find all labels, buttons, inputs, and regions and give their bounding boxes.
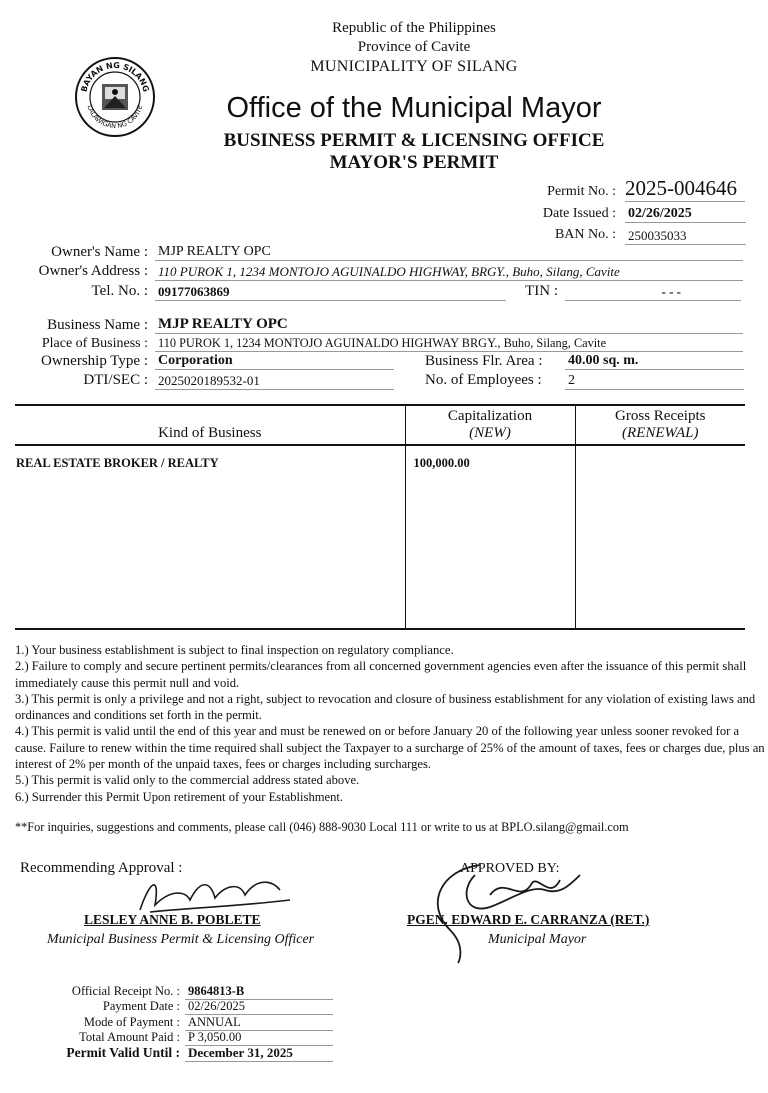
total-amount-label: Total Amount Paid : [79, 1030, 180, 1044]
header-province: Province of Cavite [357, 39, 471, 55]
table-row [15, 445, 745, 629]
mode-of-payment-label: Mode of Payment : [83, 1015, 180, 1029]
valid-until: December 31, 2025 [185, 1045, 333, 1062]
total-amount: P 3,050.00 [185, 1030, 333, 1046]
tin: - - - [565, 284, 741, 301]
floor-area: 40.00 sq. m. [565, 353, 744, 370]
document-title: MAYOR'S PERMIT [329, 152, 499, 173]
employees: 2 [565, 373, 744, 390]
official-receipt-no: 9864813-B [185, 984, 333, 1000]
office-title: Office of the Municipal Mayor [226, 92, 602, 124]
ban-no-label: BAN No. : [554, 227, 616, 242]
capitalization-cell: 100,000.00 [413, 456, 470, 470]
owner-address-label: Owner's Address : [38, 263, 148, 279]
permit-no: 2025-004646 [625, 176, 745, 202]
owner-address: 110 PUROK 1, 1234 MONTOJO AGUINALDO HIGHWAY, BRGY., Buho, Silang, Cavite [155, 264, 743, 281]
term-item: 4.) This permit is valid until the end of this year and must be renewed on or before January 20 of the following year unless sooner revoked for a cause. Failure to renew within the time required shall subject the Taxpayer to a surcharge of 25% of the amount of taxes, fees or charges due, plus an interest of 2% per month of the unpaid taxes, fees or charges including surcharges. [15, 724, 765, 772]
gross-receipts-cell [576, 446, 746, 456]
term-item: 1.) Your business establishment is subject to final inspection on regulatory compliance. [15, 643, 454, 657]
header-municipality: MUNICIPALITY OF SILANG [310, 58, 518, 75]
date-issued: 02/26/2025 [625, 206, 746, 223]
tel-no-label: Tel. No. : [91, 283, 148, 299]
term-item: 3.) This permit is only a privilege and not a right, subject to revocation and closure of business establishment for any violation of existing laws and ordinances and conditions set forth in the permit. [15, 691, 756, 723]
ownership-type: Corporation [155, 353, 394, 370]
svg-text:BAYAN NG SILANG: BAYAN NG SILANG [79, 60, 151, 93]
dti-sec-label: DTI/SEC : [83, 372, 148, 388]
recommending-approval-label: Recommending Approval : [20, 860, 183, 876]
tel-no: 09177063869 [155, 284, 506, 301]
floor-area-label: Business Flr. Area : [425, 353, 543, 369]
mode-of-payment: ANNUAL [185, 1015, 333, 1031]
tin-label: TIN : [525, 283, 558, 299]
recommending-officer-name: LESLEY ANNE B. POBLETE [84, 912, 261, 927]
permit-no-label: Permit No. : [547, 184, 616, 199]
terms-and-conditions [15, 642, 767, 805]
term-item: 5.) This permit is valid only to the commercial address stated above. [15, 773, 360, 788]
recommending-officer-title: Municipal Business Permit & Licensing Officer [47, 932, 315, 947]
valid-until-label: Permit Valid Until : [66, 1045, 180, 1060]
gross-receipts-header: Gross Receipts (RENEWAL) [575, 405, 745, 445]
inquiry-note: **For inquiries, suggestions and comments, please call (046) 888-9030 Local 111 or write to us at BPLO.silang@gmail.com [15, 820, 629, 834]
date-issued-label: Date Issued : [542, 206, 616, 221]
kind-of-business-cell: REAL ESTATE BROKER / REALTY [16, 456, 219, 470]
business-name-label: Business Name : [47, 317, 148, 333]
official-receipt-label: Official Receipt No. : [71, 984, 180, 998]
place-of-business-label: Place of Business : [41, 336, 148, 351]
owner-name: MJP REALTY OPC [155, 244, 743, 261]
approved-by-label: APPROVED BY: [460, 861, 560, 876]
term-item: 2.) Failure to comply and secure pertinent permits/clearances from all concerned government agencies even after the issuance of this permit shall immediately cause this permit null and void. [15, 659, 747, 690]
payment-date-label: Payment Date : [102, 999, 180, 1013]
ownership-type-label: Ownership Type : [41, 353, 148, 369]
ban-no: 250035033 [625, 228, 746, 245]
header-republic: Republic of the Philippines [332, 20, 496, 36]
employees-label: No. of Employees : [425, 372, 542, 388]
owner-name-label: Owner's Name : [51, 244, 148, 260]
place-of-business: 110 PUROK 1, 1234 MONTOJO AGUINALDO HIGHWAY BRGY., Buho, Silang, Cavite [155, 336, 743, 352]
svg-text:LALAWIGAN NG CAVITE: LALAWIGAN NG CAVITE [85, 104, 145, 131]
mayor-name: PGEN. EDWARD E. CARRANZA (RET.) [407, 912, 650, 927]
kind-of-business-header: Kind of Business [15, 405, 405, 445]
dti-sec: 2025020189532-01 [155, 373, 394, 390]
business-name: MJP REALTY OPC [155, 316, 743, 334]
payment-date: 02/26/2025 [185, 999, 333, 1015]
kind-of-business-table [15, 404, 745, 630]
term-item: 6.) Surrender this Permit Upon retirement of your Establishment. [15, 789, 344, 804]
mayor-title: Municipal Mayor [488, 932, 587, 947]
capitalization-header: Capitalization (NEW) [405, 405, 575, 445]
department-title: BUSINESS PERMIT & LICENSING OFFICE [223, 130, 605, 151]
